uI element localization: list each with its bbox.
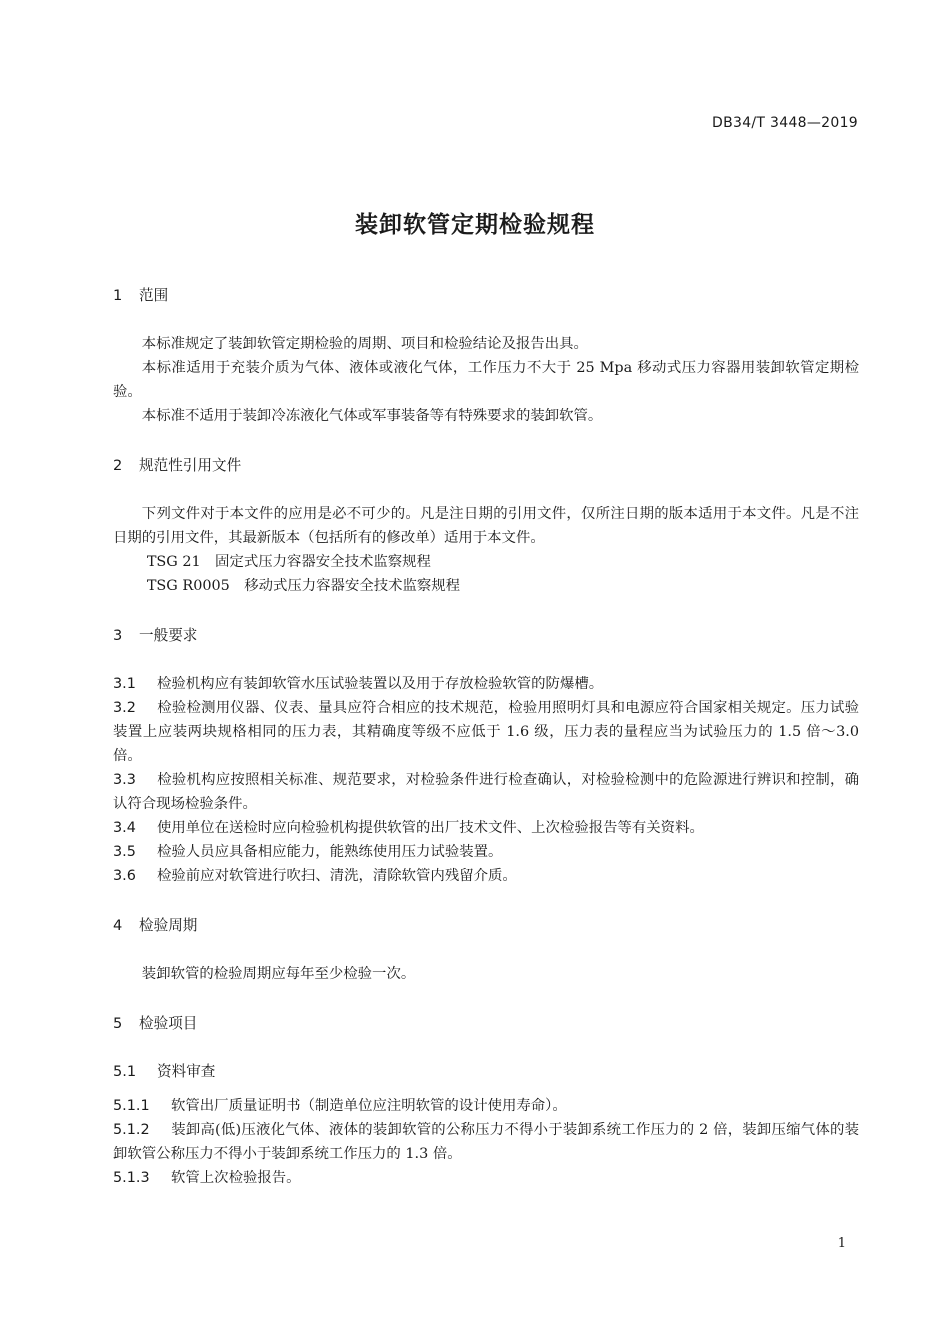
clause	[113, 864, 859, 888]
section-heading-scope	[113, 284, 859, 308]
clause	[113, 1094, 859, 1118]
clause-number: 5.1.2	[113, 1122, 150, 1138]
subsection-number: 5.1	[113, 1063, 137, 1080]
clause-text: 检验前应对软管进行吹扫、清洗，清除软管内残留介质。	[157, 868, 517, 884]
section-title: 检验项目	[139, 1015, 198, 1032]
clause-number: 5.1.3	[113, 1170, 150, 1186]
clause-text: 使用单位在送检时应向检验机构提供软管的出厂技术文件、上次检验报告等有关资料。	[157, 820, 704, 836]
section-heading-normative-references	[113, 454, 859, 478]
paragraph: 本标准规定了装卸软管定期检验的周期、项目和检验结论及报告出具。	[141, 336, 588, 352]
clause-text: 检验检测用仪器、仪表、量具应符合相应的技术规范，检验用照明灯具和电源应符合国家相关规定。压力试验装置上应装两块规格相同的压力表，其精确度等级不应低于 1.6 级，压力表的量程应当为试验压力的 1.5 倍～3.0 倍。	[113, 700, 859, 764]
clause	[113, 672, 859, 696]
section-number: 1	[113, 287, 123, 304]
clause-text: 检验机构应有装卸软管水压试验装置以及用于存放检验软管的防爆槽。	[157, 676, 604, 692]
section-number: 4	[113, 917, 123, 934]
section-title: 一般要求	[139, 627, 198, 644]
clause-text: 软管出厂质量证明书（制造单位应注明软管的设计使用寿命）。	[171, 1098, 567, 1114]
clause	[113, 696, 859, 768]
section-heading-inspection-period	[113, 914, 859, 938]
clause-text: 检验人员应具备相应能力，能熟练使用压力试验装置。	[157, 844, 503, 860]
section-title: 范围	[139, 287, 169, 304]
clause	[113, 768, 859, 816]
clause	[113, 1166, 859, 1190]
paragraph: 本标准不适用于装卸冷冻液化气体或军事装备等有特殊要求的装卸软管。	[141, 408, 603, 424]
clause-number: 3.2	[113, 700, 136, 716]
section-title: 检验周期	[139, 917, 198, 934]
clause-number: 3.5	[113, 844, 136, 860]
clause-number: 5.1.1	[113, 1098, 150, 1114]
clause	[113, 816, 859, 840]
section-heading-inspection-items	[113, 1012, 859, 1036]
clause-text: 软管上次检验报告。	[171, 1170, 301, 1186]
clause	[113, 1118, 859, 1166]
section-title: 规范性引用文件	[139, 457, 242, 474]
clause-number: 3.6	[113, 868, 136, 884]
clause-number: 3.3	[113, 772, 136, 788]
reference-item: TSG R0005 移动式压力容器安全技术监察规程	[146, 578, 461, 594]
page-number: 1	[837, 1236, 846, 1251]
clause-text: 检验机构应按照相关标准、规范要求，对检验条件进行检查确认，对检验检测中的危险源进行辨识和控制，确认符合现场检验条件。	[113, 772, 859, 812]
standard-code: DB34/T 3448—2019	[712, 115, 858, 131]
subsection-heading-document-review	[113, 1060, 859, 1084]
paragraph: 本标准适用于充装介质为气体、液体或液化气体，工作压力不大于 25 Mpa 移动式压力容器用装卸软管定期检验。	[113, 360, 859, 400]
clause-text: 装卸高(低)压液化气体、液体的装卸软管的公称压力不得小于装卸系统工作压力的 2 倍，装卸压缩气体的装卸软管公称压力不得小于装卸系统工作压力的 1.3 倍。	[113, 1122, 859, 1162]
clause	[113, 840, 859, 864]
section-heading-general-requirements	[113, 624, 859, 648]
document-title: 装卸软管定期检验规程	[355, 212, 595, 238]
clause-number: 3.4	[113, 820, 136, 836]
paragraph: 装卸软管的检验周期应每年至少检验一次。	[141, 966, 416, 982]
section-number: 5	[113, 1015, 123, 1032]
subsection-title: 资料审查	[157, 1063, 216, 1080]
paragraph: 下列文件对于本文件的应用是必不可少的。凡是注日期的引用文件，仅所注日期的版本适用于本文件。凡是不注日期的引用文件，其最新版本（包括所有的修改单）适用于本文件。	[113, 506, 859, 546]
clause-number: 3.1	[113, 676, 136, 692]
section-number: 2	[113, 457, 123, 474]
reference-item: TSG 21 固定式压力容器安全技术监察规程	[146, 554, 431, 570]
document-body	[113, 284, 859, 1190]
section-number: 3	[113, 627, 123, 644]
